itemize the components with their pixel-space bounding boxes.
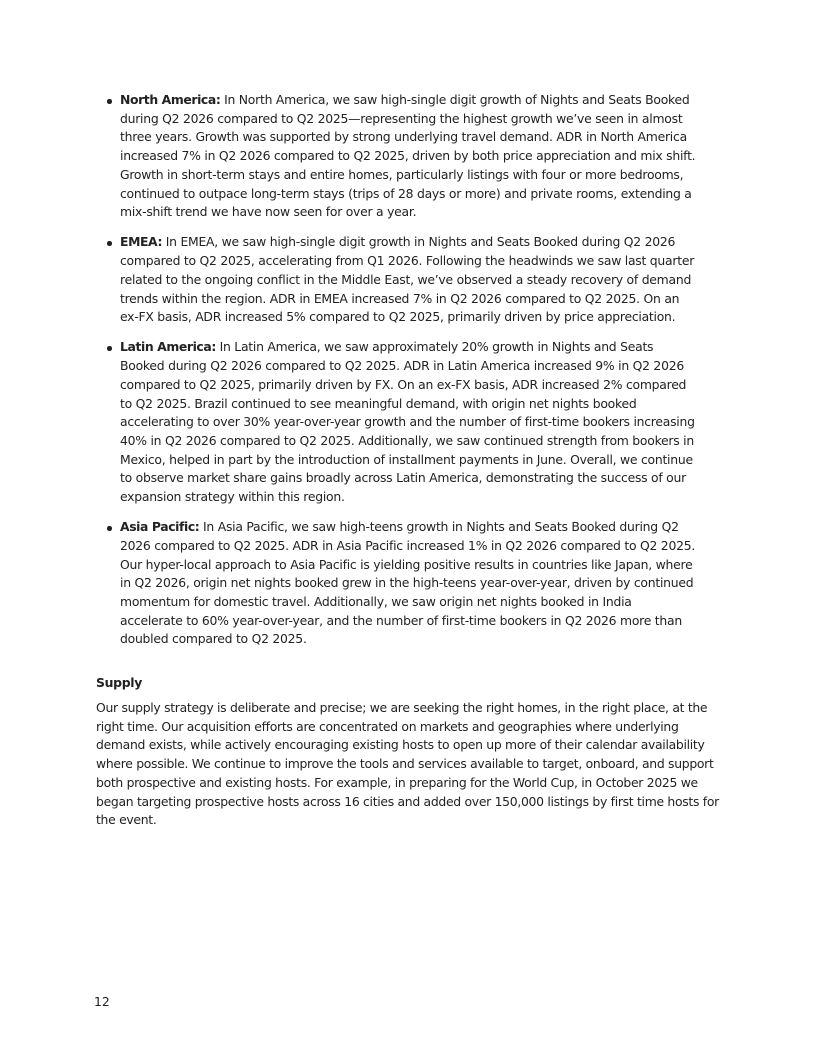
regional-results-list xyxy=(96,91,696,661)
list-item-latin-america xyxy=(96,338,696,506)
bullet-lead-asia-pacific: Asia Pacific: xyxy=(120,519,200,535)
supply-heading: Supply xyxy=(96,675,143,690)
bullet-lead-north-america: North America: xyxy=(120,92,221,107)
bullet-lead-emea: EMEA: xyxy=(120,234,163,250)
bullet-text-emea: In EMEA, we saw high-single digit growth in Nights and Seats Booked during Q2 2026 compared to Q2 2025, accelerating from Q1 2026. Following the headwinds we saw last quarter related to the ongoing conflict in the Middle East, we’ve observed a steady recovery of demand trends within the region. ADR in EMEA increased 7% in Q2 2026 compared to Q2 2025. On an ex-FX basis, ADR increased 5% compared to Q2 2025, primarily driven by price appreciation. xyxy=(120,234,695,325)
list-item-north-america xyxy=(96,91,696,222)
bullet-text-latin-america: In Latin America, we saw approximately 20% growth in Nights and Seats Booked during Q2 2026 compared to Q2 2025. ADR in Latin America increased 9% in Q2 2026 compared to Q2 2025, primarily driven by FX. On an ex-FX basis, ADR increased 2% compared to Q2 2025. Brazil continued to see meaningful demand, with origin net nights booked accelerating to over 30% year-over-year growth and the number of first-time bookers increasing 40% in Q2 2026 compared to Q2 2025. Additionally, we saw continued strength from bookers in Mexico, helped in part by the introduction of installment payments in June. Overall, we continue to observe market share gains broadly across Latin America, demonstrating the success of our expansion strategy within this region. xyxy=(120,339,695,505)
list-item-emea xyxy=(96,233,696,327)
bullet-text-asia-pacific: In Asia Pacific, we saw high-teens growth in Nights and Seats Booked during Q2 2026 compared to Q2 2025. ADR in Asia Pacific increased 1% in Q2 2026 compared to Q2 2025. Our hyper-local approach to Asia Pacific is yielding positive results in countries like Japan, where in Q2 2026, origin net nights booked grew in the high-teens year-over-year, driven by continued momentum for domestic travel. Additionally, we saw origin net nights booked in India accelerate to 60% year-over-year, and the number of first-time bookers in Q2 2026 more than doubled compared to Q2 2025. xyxy=(120,519,696,647)
bullet-text-north-america: In North America, we saw high-single digit growth of Nights and Seats Booked during Q2 2026 compared to Q2 2025—representing the highest growth we’ve seen in almost three years. Growth was supported by strong underlying travel demand. ADR in North America increased 7% in Q2 2026 compared to Q2 2025, driven by both price appreciation and mix shift. Growth in short-term stays and entire homes, particularly listings with four or more bedrooms, continued to outpace long-term stays (trips of 28 days or more) and private rooms, extending a mix-shift trend we have now seen for over a year. xyxy=(120,92,696,220)
page-number: 12 xyxy=(94,994,110,1009)
list-item-asia-pacific xyxy=(96,518,696,649)
supply-paragraph: Our supply strategy is deliberate and precise; we are seeking the right homes, in the right place, at the right time. Our acquisition efforts are concentrated on markets and geographies where underlying demand exists, while actively encouraging existing hosts to open up more of their calendar availability where possible. We continue to improve the tools and services available to target, onboard, and support both prospective and existing hosts. For example, in preparing for the World Cup, in October 2025 we began targeting prospective hosts across 16 cities and added over 150,000 listings by first time hosts for the event. xyxy=(96,700,719,828)
bullet-lead-latin-america: Latin America: xyxy=(120,339,216,355)
